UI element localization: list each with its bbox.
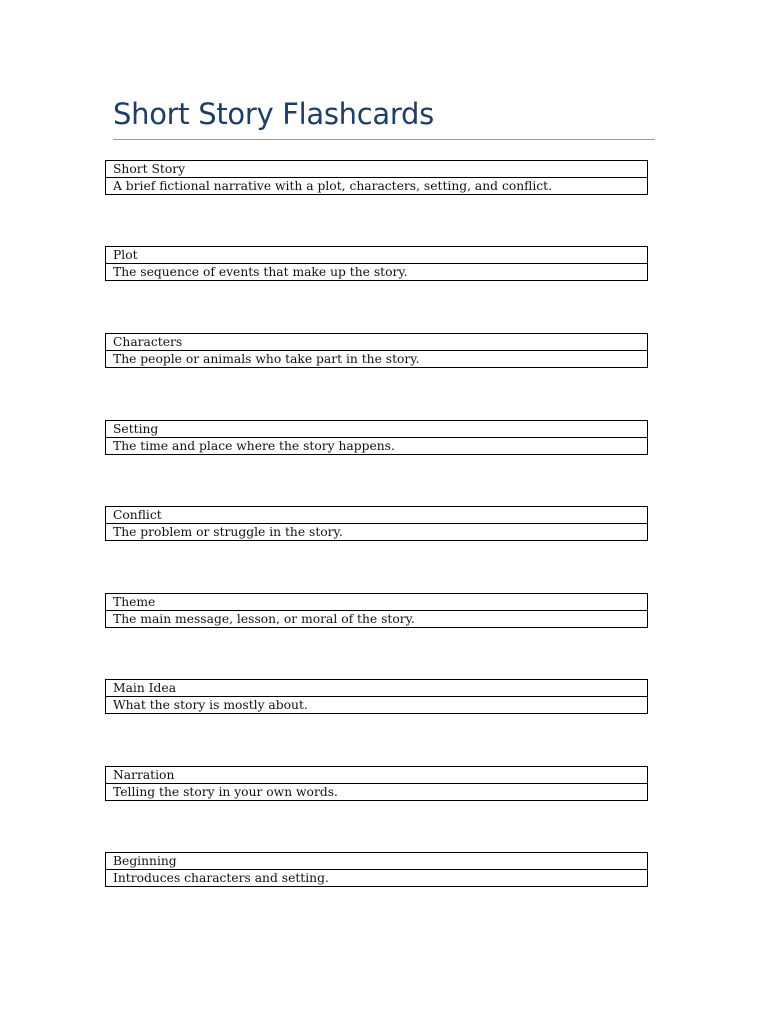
flashcard-term: Theme bbox=[106, 594, 648, 611]
flashcard-definition: The problem or struggle in the story. bbox=[106, 524, 648, 541]
flashcard-definition: Telling the story in your own words. bbox=[106, 784, 648, 801]
flashcard bbox=[105, 420, 648, 455]
flashcard bbox=[105, 160, 648, 195]
flashcard-term: Plot bbox=[106, 247, 648, 264]
flashcard-term: Narration bbox=[106, 767, 648, 784]
flashcard-term: Characters bbox=[106, 334, 648, 351]
flashcard-definition: Introduces characters and setting. bbox=[106, 870, 648, 887]
flashcard-term: Beginning bbox=[106, 853, 648, 870]
flashcard-definition: The main message, lesson, or moral of the story. bbox=[106, 611, 648, 628]
flashcard bbox=[105, 246, 648, 281]
flashcard bbox=[105, 766, 648, 801]
title-underline bbox=[113, 139, 655, 140]
flashcard bbox=[105, 852, 648, 887]
flashcard-definition: The time and place where the story happens. bbox=[106, 438, 648, 455]
flashcard-term: Conflict bbox=[106, 507, 648, 524]
flashcard-definition: What the story is mostly about. bbox=[106, 697, 648, 714]
flashcard-definition: A brief fictional narrative with a plot, characters, setting, and conflict. bbox=[106, 178, 648, 195]
flashcard-definition: The sequence of events that make up the story. bbox=[106, 264, 648, 281]
flashcard-term: Setting bbox=[106, 421, 648, 438]
flashcard-term: Main Idea bbox=[106, 680, 648, 697]
flashcard bbox=[105, 593, 648, 628]
flashcard bbox=[105, 506, 648, 541]
flashcard bbox=[105, 333, 648, 368]
document-title: Short Story Flashcards bbox=[113, 97, 434, 131]
flashcard bbox=[105, 679, 648, 714]
flashcard-term: Short Story bbox=[106, 161, 648, 178]
flashcard-definition: The people or animals who take part in the story. bbox=[106, 351, 648, 368]
